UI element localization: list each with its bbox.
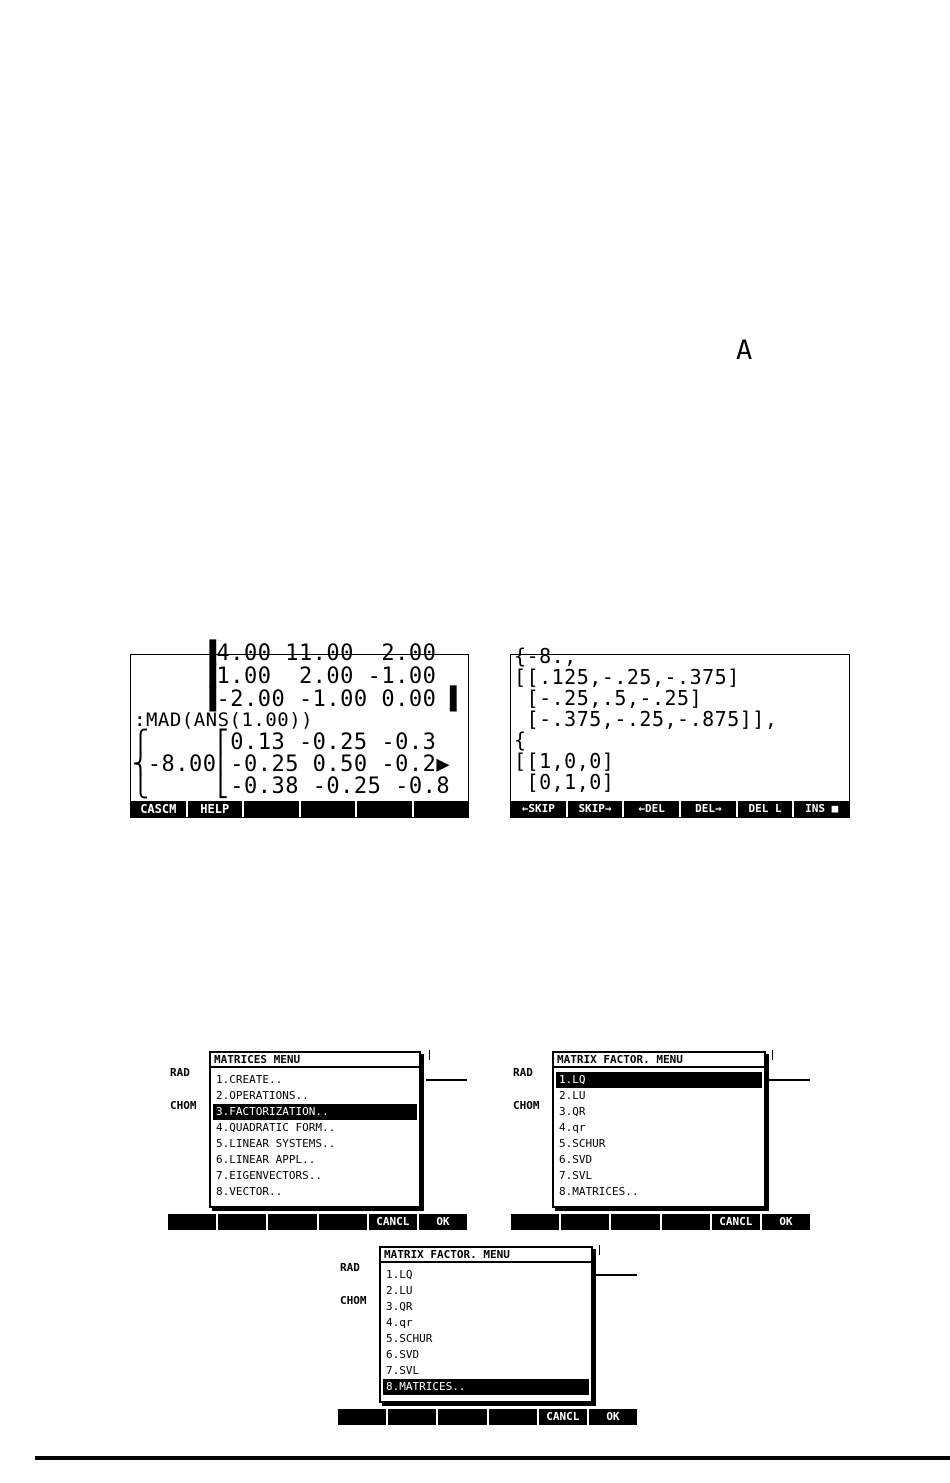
status-angle-mode: RAD — [513, 1066, 533, 1079]
command-line: :MAD(ANS(1.00)) — [134, 709, 314, 731]
menu-item-eigenvectors[interactable]: 7.EIGENVECTORS.. — [216, 1169, 322, 1182]
editor-line: {-8., — [514, 644, 577, 668]
stack-line: ▐1.00 2.00 -1.00 — [134, 664, 437, 689]
status-mode — [170, 1045, 197, 1133]
softkey-3[interactable] — [438, 1409, 488, 1425]
page-footer-rule — [35, 1456, 950, 1460]
softkey-1[interactable] — [338, 1409, 388, 1425]
ok-button[interactable]: OK — [436, 1215, 450, 1228]
menu-item-factorization[interactable]: 3.FACTORIZATION.. — [213, 1104, 417, 1120]
stack-line: ▐-2.00 -1.00 0.00 ▌ — [134, 687, 464, 712]
menu-item-svd[interactable]: 6.SVD — [559, 1153, 593, 1166]
softkey-1[interactable] — [168, 1214, 218, 1230]
menu-item-qr[interactable]: 3.QR — [559, 1105, 586, 1118]
status-mode — [340, 1240, 367, 1328]
menu-item-lq[interactable]: 1.LQ — [386, 1268, 413, 1281]
status-marker — [599, 1245, 600, 1255]
menu-item-create[interactable]: 1.CREATE.. — [216, 1073, 283, 1086]
menu-item-qr-lower[interactable]: 4.qr — [386, 1316, 413, 1329]
alpha-indicator-glyph: A — [736, 335, 753, 366]
editor-line: [[1,0,0] — [514, 749, 615, 773]
menu-item-schur[interactable]: 5.SCHUR — [559, 1137, 606, 1150]
menu-item-lq[interactable]: 1.LQ — [556, 1072, 762, 1088]
status-mode — [513, 1045, 540, 1133]
softkey-bar — [131, 801, 468, 817]
softkey-3[interactable] — [611, 1214, 661, 1230]
factor-menu-dialog — [379, 1246, 593, 1403]
softkey-ins[interactable]: INS ■ — [805, 802, 839, 815]
menu-item-svl[interactable]: 7.SVL — [559, 1169, 593, 1182]
stack-line: ⎨-8.00⎢-0.25 0.50 -0.2▶ — [134, 752, 451, 777]
editor-line: [-.25,.5,-.25] — [514, 686, 703, 710]
status-angle-mode: RAD — [170, 1066, 190, 1079]
status-marker — [429, 1050, 430, 1060]
menu-list — [381, 1263, 591, 1395]
cancel-button[interactable]: CANCL — [369, 1214, 419, 1230]
softkey-skip-right[interactable]: SKIP→ — [568, 801, 625, 817]
dialog-title: MATRIX FACTOR. MENU — [554, 1053, 764, 1068]
softkey-del-line[interactable]: DEL L — [738, 801, 795, 817]
softkey-4[interactable] — [662, 1214, 712, 1230]
softkey-2[interactable] — [388, 1409, 438, 1425]
menu-item-qr[interactable]: 3.QR — [386, 1300, 413, 1313]
menu-item-quadratic-form[interactable]: 4.QUADRATIC FORM.. — [216, 1121, 336, 1134]
header-rule — [596, 1274, 637, 1276]
header-rule — [426, 1079, 467, 1081]
status-marker — [772, 1050, 773, 1060]
cancel-button[interactable]: CANCL — [539, 1409, 589, 1425]
softkey-1[interactable] — [511, 1214, 561, 1230]
softkey-skip-left[interactable]: ←SKIP — [511, 801, 568, 817]
matrices-menu-dialog — [209, 1051, 421, 1208]
factor-menu-dialog — [552, 1051, 766, 1208]
status-angle-mode: RAD — [340, 1261, 360, 1274]
calculator-screen-matrix-result — [130, 641, 469, 818]
cancel-button[interactable]: CANCL — [712, 1214, 762, 1230]
softkey-4[interactable] — [489, 1409, 539, 1425]
softkey-del-right[interactable]: DEL→ — [681, 801, 738, 817]
menu-item-linear-systems[interactable]: 5.LINEAR SYSTEMS.. — [216, 1137, 336, 1150]
softkey-3[interactable] — [268, 1214, 318, 1230]
status-coord-mode: CHOM — [340, 1294, 367, 1307]
menu-item-vector[interactable]: 8.VECTOR.. — [216, 1185, 283, 1198]
header-rule — [769, 1079, 810, 1081]
menu-item-svl[interactable]: 7.SVL — [386, 1364, 420, 1377]
stack-line: ⎧ ⎡0.13 -0.25 -0.3 — [134, 730, 437, 755]
softkey-4[interactable] — [319, 1214, 369, 1230]
softkey-4[interactable] — [301, 801, 358, 817]
menu-item-schur[interactable]: 5.SCHUR — [386, 1332, 433, 1345]
softkey-bar — [511, 801, 849, 817]
softkey-cascm[interactable]: CASCM — [131, 801, 188, 817]
editor-line: { — [514, 728, 527, 752]
menu-item-linear-appl[interactable]: 6.LINEAR APPL.. — [216, 1153, 316, 1166]
softkey-2[interactable] — [561, 1214, 611, 1230]
editor-line: [0,1,0] — [514, 770, 615, 794]
menu-item-matrices[interactable]: 8.MATRICES.. — [383, 1379, 589, 1395]
softkey-6[interactable] — [414, 801, 469, 817]
stack-line: ⎩ ⎣-0.38 -0.25 -0.8 — [134, 774, 451, 799]
menu-item-svd[interactable]: 6.SVD — [386, 1348, 420, 1361]
softkey-bar — [511, 1214, 810, 1230]
softkey-help[interactable]: HELP — [188, 801, 245, 817]
status-coord-mode: CHOM — [513, 1099, 540, 1112]
ok-button[interactable]: OK — [606, 1410, 620, 1423]
menu-item-lu[interactable]: 2.LU — [559, 1089, 586, 1102]
stack-line: ▐4.00 11.00 2.00 — [134, 641, 437, 666]
softkey-3[interactable] — [244, 801, 301, 817]
menu-list — [211, 1068, 419, 1200]
menu-item-matrices[interactable]: 8.MATRICES.. — [559, 1185, 639, 1198]
status-coord-mode: CHOM — [170, 1099, 197, 1112]
calculator-screen-matrices-menu — [168, 1044, 467, 1230]
editor-line: [-.375,-.25,-.875]], — [514, 707, 778, 731]
calculator-screen-editor — [510, 644, 850, 818]
menu-item-operations[interactable]: 2.OPERATIONS.. — [216, 1089, 309, 1102]
editor-line: [[.125,-.25,-.375] — [514, 665, 740, 689]
calculator-screen-factor-menu — [511, 1044, 810, 1230]
menu-item-lu[interactable]: 2.LU — [386, 1284, 413, 1297]
softkey-2[interactable] — [218, 1214, 268, 1230]
dialog-title: MATRIX FACTOR. MENU — [381, 1248, 591, 1263]
softkey-del-left[interactable]: ←DEL — [624, 801, 681, 817]
dialog-title: MATRICES MENU — [211, 1053, 419, 1068]
calculator-screen-factor-menu-matrices — [338, 1239, 637, 1425]
menu-item-qr-lower[interactable]: 4.qr — [559, 1121, 586, 1134]
menu-list — [554, 1068, 764, 1200]
softkey-bar — [338, 1409, 637, 1425]
ok-button[interactable]: OK — [779, 1215, 793, 1228]
softkey-5[interactable] — [357, 801, 414, 817]
softkey-bar — [168, 1214, 467, 1230]
